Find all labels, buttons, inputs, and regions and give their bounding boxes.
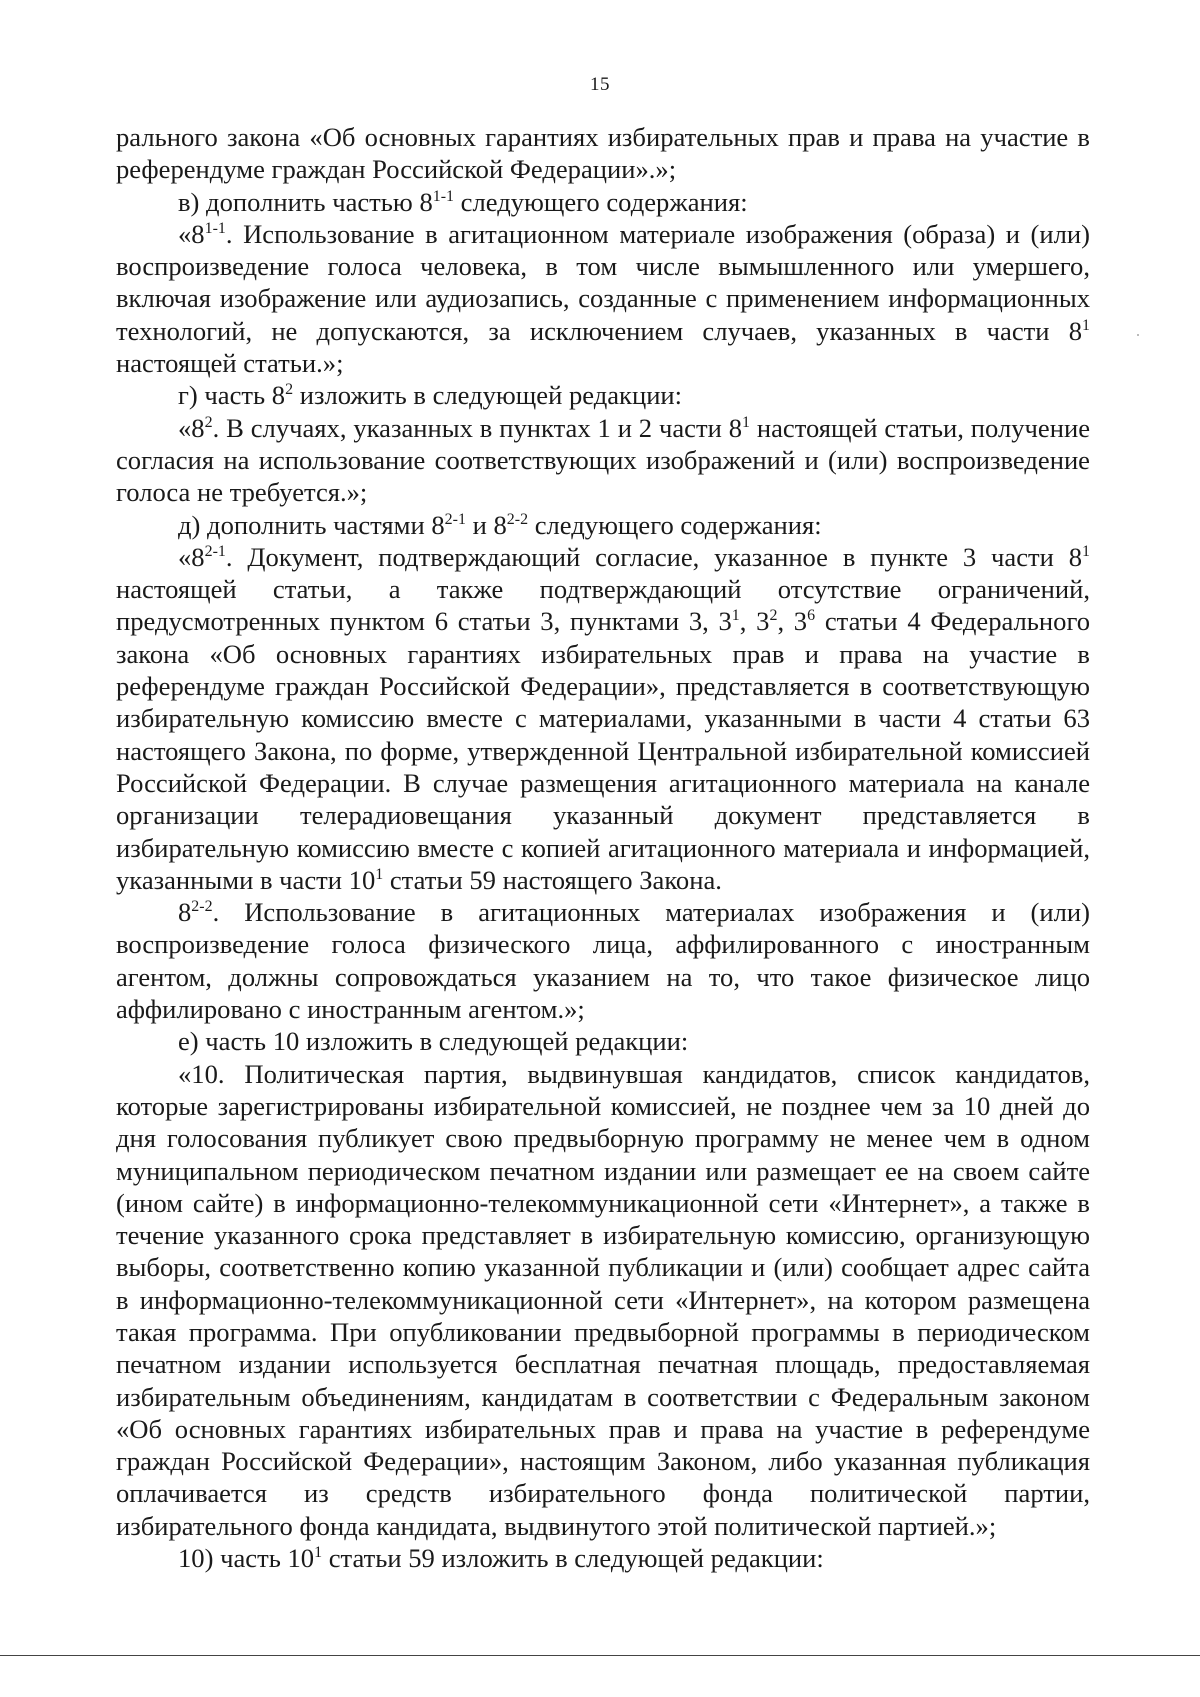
- paragraph: «8$^{2-1}$. Документ, подтверждающий согласие, указанное в пункте 3 части $8^1$ настоящей статьи, а также подтверждающий отсутствие ограничений, предусмотренных пунктом 6 статьи 3, пунктами 3, $3^1$, $3^2$, $3^6$ статьи 4 Федерального закона «Об основных гарантиях избирательных прав и права на участие в референдуме граждан Российской Федерации», представляется в соответствующую избирательную комиссию вместе с материалами, указанными в части 4 статьи 63 настоящего Закона, по форме, утвержденной Центральной избирательной комиссией Российской Федерации. В случае размещения агитационного материала на канале организации телерадиовещания указанный документ представляется в избирательную комиссию вместе с копией агитационного материала и информацией, указанными в части $10^1$ статьи 59 настоящего Закона.: [116, 541, 1090, 895]
- scan-speck: [1137, 334, 1139, 336]
- paragraph: «$8^2$. В случаях, указанных в пунктах 1 и 2 части $8^1$ настоящей статьи, получение согласия на использование соответствующих изображений и (или) воспроизведение голоса не требуется.»;: [116, 412, 1090, 508]
- paragraph: 8$^{2-2}$. Использование в агитационных материалах изображения и (или) воспроизведение голоса физического лица, аффилированного с иностранным агентом, должны сопровождаться указанием на то, что такое физическое лицо аффилировано с иностранным агентом.»;: [116, 897, 1090, 1025]
- paragraph: рального закона «Об основных гарантиях избирательных прав и права на участие в референдуме граждан Российской Федерации».»;: [116, 122, 1090, 185]
- bottom-divider: [0, 1655, 1200, 1656]
- paragraph: д) дополнить частями 8$^{2-1}$ и 8$^{2-2}$ следующего содержания:: [178, 509, 822, 540]
- paragraph: е) часть 10 изложить в следующей редакции:: [178, 1026, 689, 1057]
- page-number: 15: [590, 74, 610, 95]
- document-body: [116, 121, 1090, 1574]
- paragraph: г) часть $8^2$ изложить в следующей редакции:: [178, 380, 683, 411]
- paragraph: «8$^{1-1}$. Использование в агитационном материале изображения (образа) и (или) воспроизведение голоса человека, в том числе вымышленного или умершего, включая изображение или аудиозапись, созданные с применением информационных технологий, не допускаются, за исключением случаев, указанных в части $8^1$ настоящей статьи.»;: [116, 218, 1090, 379]
- paragraph: «10. Политическая партия, выдвинувшая кандидатов, список кандидатов, которые зарегистрированы избирательной комиссией, не позднее чем за 10 дней до дня голосования публикует свою предвыборную программу не менее чем в одном муниципальном периодическом печатном издании или размещает ее на своем сайте (ином сайте) в информационно-телекоммуникационной сети «Интернет», а также в течение указанного срока представляет в избирательную комиссию, организующую выборы, соответственно копию указанной публикации и (или) сообщает адрес сайта в информационно-телекоммуникационной сети «Интернет», на котором размещена такая программа. При опубликовании предвыборной программы в периодическом печатном издании используется бесплатная печатная площадь, предоставляемая избирательным объединениям, кандидатам в соответствии с Федеральным законом «Об основных гарантиях избирательных прав и права на участие в референдуме граждан Российской Федерации», настоящим Законом, либо указанная публикация оплачивается из средств избирательного фонда политической партии, избирательного фонда кандидата, выдвинутого этой политической партией.»;: [116, 1058, 1090, 1541]
- paragraph: 10) часть $10^1$ статьи 59 изложить в следующей редакции:: [178, 1543, 824, 1574]
- paragraph: в) дополнить частью 8$^{1-1}$ следующего содержания:: [178, 186, 748, 217]
